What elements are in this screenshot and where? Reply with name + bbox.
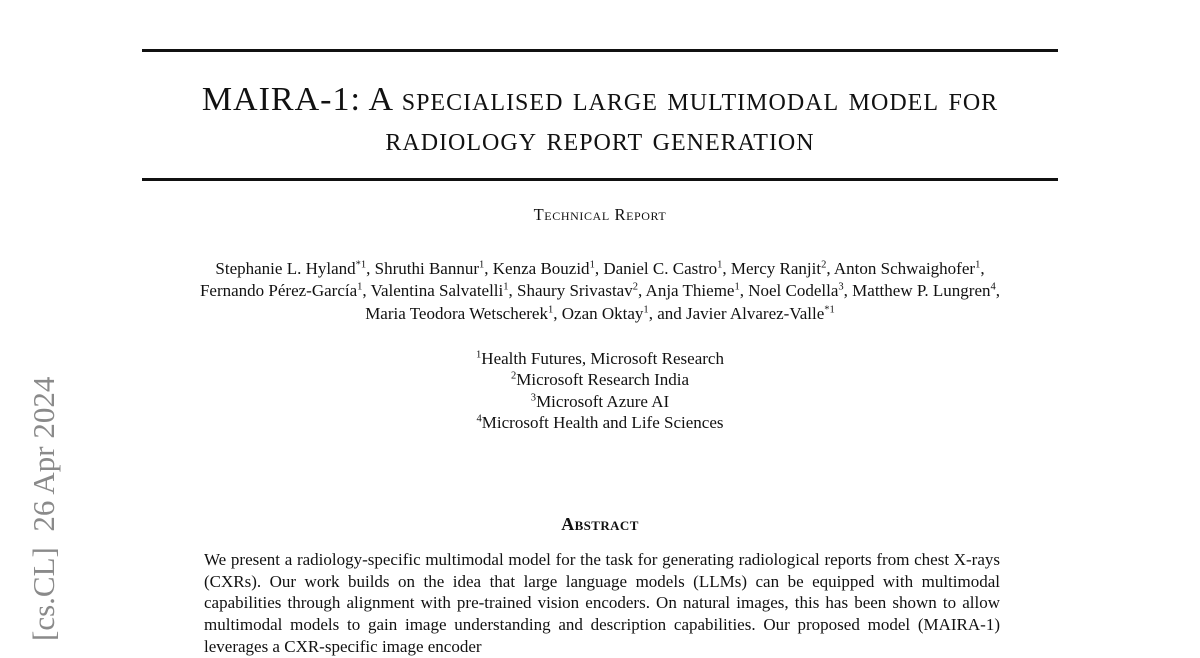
paper-title — [142, 80, 1058, 160]
title-rule-top — [142, 49, 1058, 52]
affiliation-3: $^3$Microsoft Azure AI — [530, 391, 670, 411]
abstract-heading: Abstract — [561, 514, 639, 534]
affiliation-list — [142, 348, 1058, 434]
abstract-text: We present a radiology-specific multimodal model for the task for generating radiological reports from chest X-rays (CXRs). Our work builds on the idea that large language models (LLMs) can be equipped with multimodal capabilities through alignment with pre-trained vision encoders. On natural images, this has been shown to allow multimodal models to gain image understanding and description capabilities. Our proposed model (MAIRA-1) leverages a CXR-specific image encoder — [204, 550, 1000, 656]
author-line-2: Fernando Pérez-García$^1$, Valentina Salvatelli$^1$, Shaury Srivastav$^2$, Anja Thieme$^1$, Noel Codella$^3$, Matthew P. Lungren$^4$, — [199, 281, 1001, 301]
affiliation-4: $^4$Microsoft Health and Life Sciences — [476, 413, 724, 433]
author-line-1: Stephanie L. Hyland$^{*1}$, Shruthi Bannur$^1$, Kenza Bouzid$^1$, Daniel C. Castro$^1$, Mercy Ranjit$^2$, Anton Schwaighofer$^1$, — [215, 259, 985, 278]
affiliation-2: $^2$Microsoft Research India — [510, 370, 690, 390]
author-line-3: Maria Teodora Wetscherek$^1$, Ozan Oktay$^1$, and Javier Alvarez-Valle$^{*1}$ — [365, 303, 835, 323]
paper-title-line-1: MAIRA-1: A specialised large multimodal model for — [201, 81, 999, 118]
title-rule-bottom — [142, 178, 1058, 181]
arxiv-sidebar-label: [cs.CL] 26 Apr 2024 — [26, 376, 61, 641]
affiliation-1: $^1$Health Futures, Microsoft Research — [476, 349, 724, 368]
author-list — [122, 258, 1078, 325]
paper-title-line-2: radiology report generation — [385, 121, 815, 158]
report-type-label: Technical Report — [533, 205, 667, 224]
